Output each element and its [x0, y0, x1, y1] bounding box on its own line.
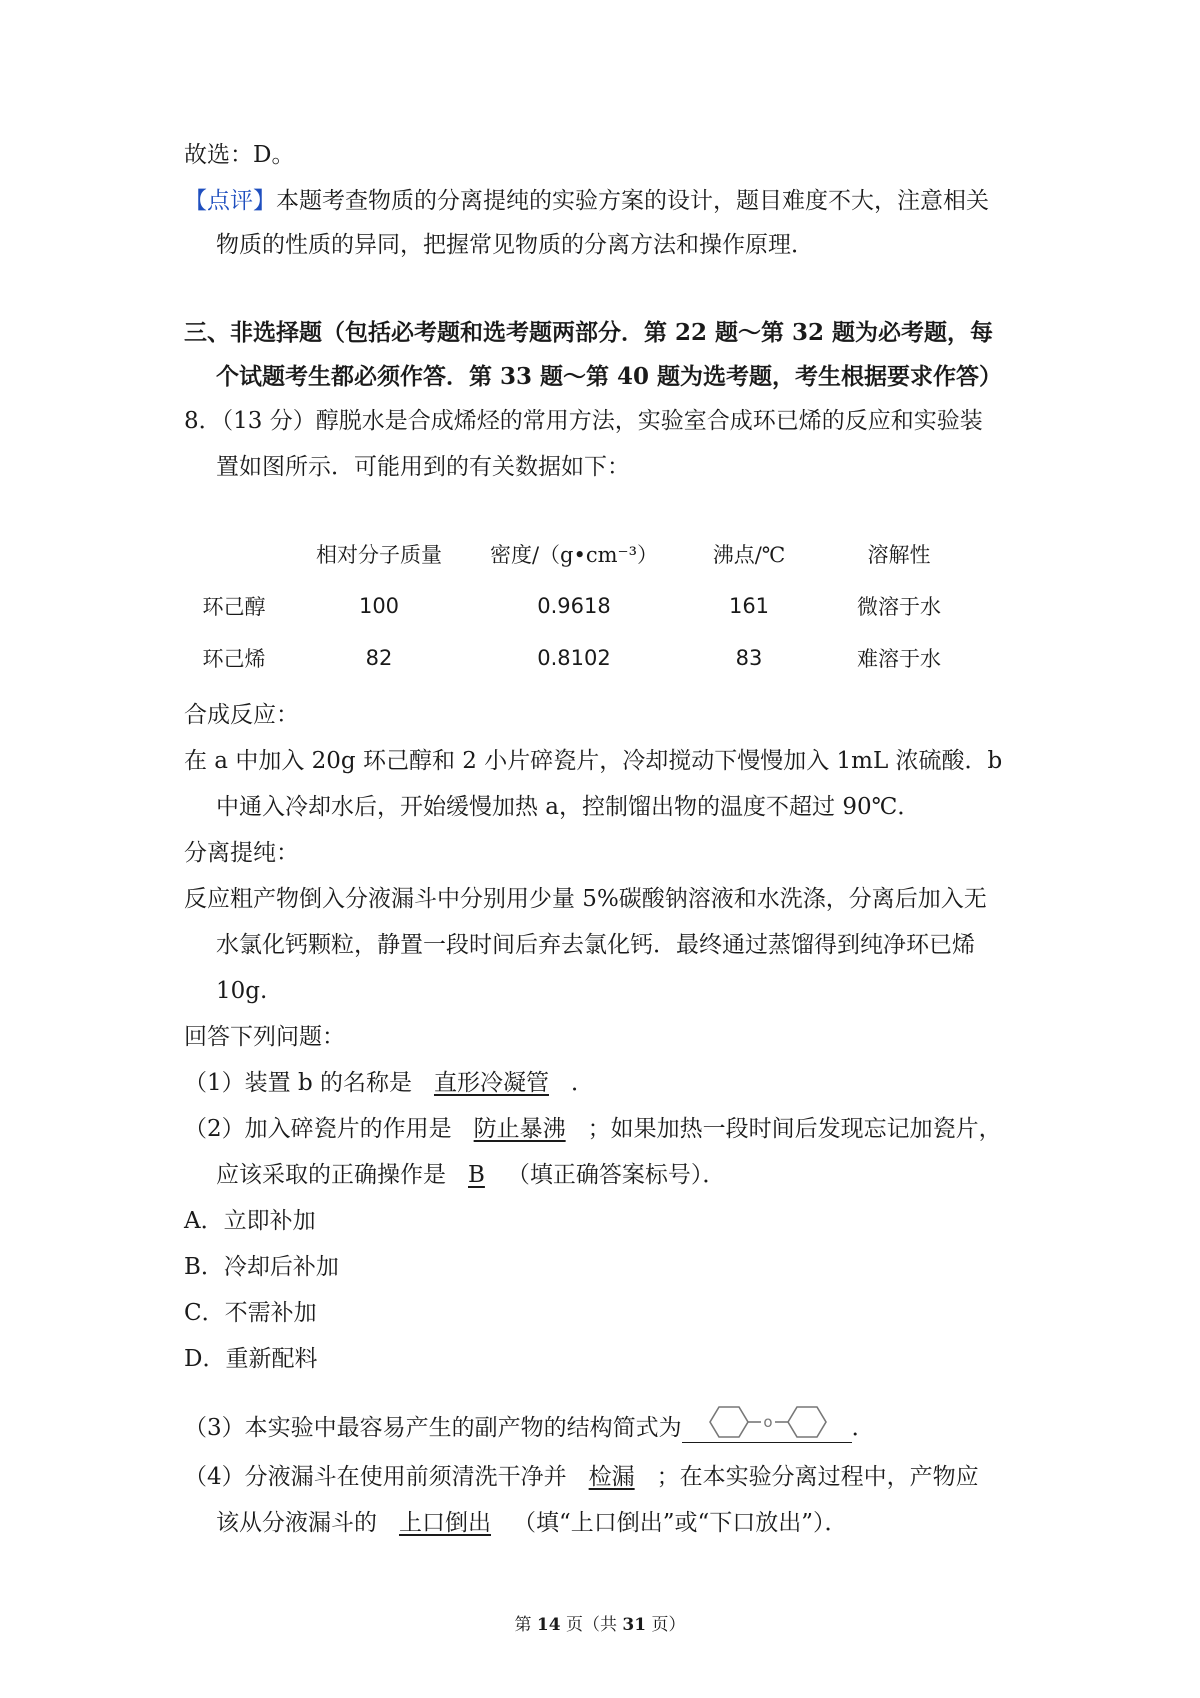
table-header: 溶解性 [867, 543, 931, 567]
question-4-end: （填“上口倒出”或“下口放出”）． [513, 1510, 848, 1536]
question-3-end: ． [851, 1415, 875, 1441]
option-a: A．立即补加 [184, 1208, 316, 1234]
section-heading-1: 三、非选择题（包括必考题和选考题两部分．第 22 题～第 32 题为必考题，每 [184, 319, 994, 346]
questions-heading: 回答下列问题： [184, 1024, 345, 1050]
review-tag: 【点评】 [184, 188, 276, 214]
question-2-text-2: 应该采取的正确操作是 [216, 1162, 446, 1188]
question-2-end: （填正确答案标号）． [506, 1162, 726, 1188]
separation-line-3: 10g. [216, 978, 268, 1004]
question-8-line-1: 8．（13 分）醇脱水是合成烯烃的常用方法，实验室合成环已烯的反应和实验装 [184, 408, 983, 434]
separation-heading: 分离提纯： [184, 840, 299, 866]
property-table [184, 528, 974, 684]
question-8-line-2: 置如图所示．可能用到的有关数据如下： [216, 454, 630, 480]
table-cell: 微溶于水 [857, 595, 941, 619]
table-header: 沸点/℃ [712, 543, 786, 567]
table-cell: 83 [735, 646, 763, 670]
question-4-text: （4）分液漏斗在使用前须清洗干净并 [184, 1464, 567, 1490]
footer-text: 页（共 [560, 1615, 623, 1635]
question-4-line-1 [184, 1462, 979, 1492]
svg-text:o: o [763, 1413, 773, 1431]
synthesis-line-2: 中通入冷却水后，开始缓慢加热 a，控制馏出物的温度不超过 90℃． [216, 794, 921, 820]
table-header [184, 528, 284, 580]
table-cell: 难溶于水 [857, 647, 941, 671]
separation-line-1: 反应粗产物倒入分液漏斗中分别用少量 5%碳酸钠溶液和水洗涤，分离后加入无 [184, 886, 987, 912]
question-3-text: （3）本实验中最容易产生的副产物的结构简式为 [184, 1415, 682, 1441]
question-4-line-2 [216, 1508, 848, 1538]
question-2-answer-2: B [468, 1162, 485, 1188]
footer-text: 第 [514, 1615, 537, 1635]
question-4-mid: ；在本实验分离过程中，产物应 [656, 1464, 979, 1490]
separation-line-2: 水氯化钙颗粒，静置一段时间后弃去氯化钙．最终通过蒸馏得到纯净环已烯 [216, 932, 975, 958]
synthesis-line-1: 在 a 中加入 20g 环己醇和 2 小片碎瓷片，冷却搅动下慢慢加入 1mL 浓硫酸．b [184, 748, 1003, 774]
question-2-answer-1: 防止暴沸 [473, 1116, 566, 1142]
question-1-end: ． [570, 1070, 594, 1096]
table-row [184, 632, 974, 684]
table-header: 相对分子质量 [316, 543, 442, 567]
structure-answer [682, 1404, 852, 1443]
table-cell: 0.9618 [537, 594, 611, 618]
previous-answer: 故选：D。 [184, 142, 295, 168]
question-2-line-2 [216, 1160, 725, 1190]
table-cell: 82 [365, 646, 393, 670]
option-c: C．不需补加 [184, 1300, 317, 1326]
table-row [184, 580, 974, 632]
question-2-line-1 [184, 1114, 1002, 1144]
footer-text: 页） [646, 1615, 686, 1635]
review-line-1 [184, 186, 989, 216]
page-number: 14 [536, 1615, 561, 1635]
question-1-answer: 直形冷凝管 [433, 1070, 549, 1096]
table-header: 密度/（g•cm⁻³） [489, 543, 659, 567]
synthesis-heading: 合成反应： [184, 702, 299, 728]
table-header-row [184, 528, 974, 580]
question-4-answer-2: 上口倒出 [399, 1510, 491, 1536]
question-1 [184, 1068, 594, 1098]
page-total: 31 [622, 1615, 647, 1635]
option-b: B．冷却后补加 [184, 1254, 339, 1280]
table-cell: 环己烯 [202, 647, 266, 671]
question-3 [184, 1404, 875, 1443]
table-cell: 161 [728, 594, 770, 618]
dicyclohexyl-ether-structure-icon [700, 1404, 836, 1440]
review-text-1: 本题考查物质的分离提纯的实验方案的设计，题目难度不大，注意相关 [276, 188, 989, 214]
table-cell: 环己醇 [202, 595, 266, 619]
question-2-text: （2）加入碎瓷片的作用是 [184, 1116, 452, 1142]
question-4-text-2: 该从分液漏斗的 [216, 1510, 377, 1536]
table-cell: 100 [358, 594, 400, 618]
table-cell: 0.8102 [537, 646, 611, 670]
review-line-2: 物质的性质的异同，把握常见物质的分离方法和操作原理． [216, 232, 814, 258]
question-4-answer-1: 检漏 [588, 1464, 635, 1490]
page-footer [0, 1610, 1200, 1635]
section-heading-2: 个试题考生都必须作答．第 33 题～第 40 题为选考题，考生根据要求作答） [216, 363, 1003, 390]
question-1-text: （1）装置 b 的名称是 [184, 1070, 412, 1096]
question-2-mid: ；如果加热一段时间后发现忘记加瓷片， [587, 1116, 1002, 1142]
option-d: D．重新配料 [184, 1346, 318, 1372]
